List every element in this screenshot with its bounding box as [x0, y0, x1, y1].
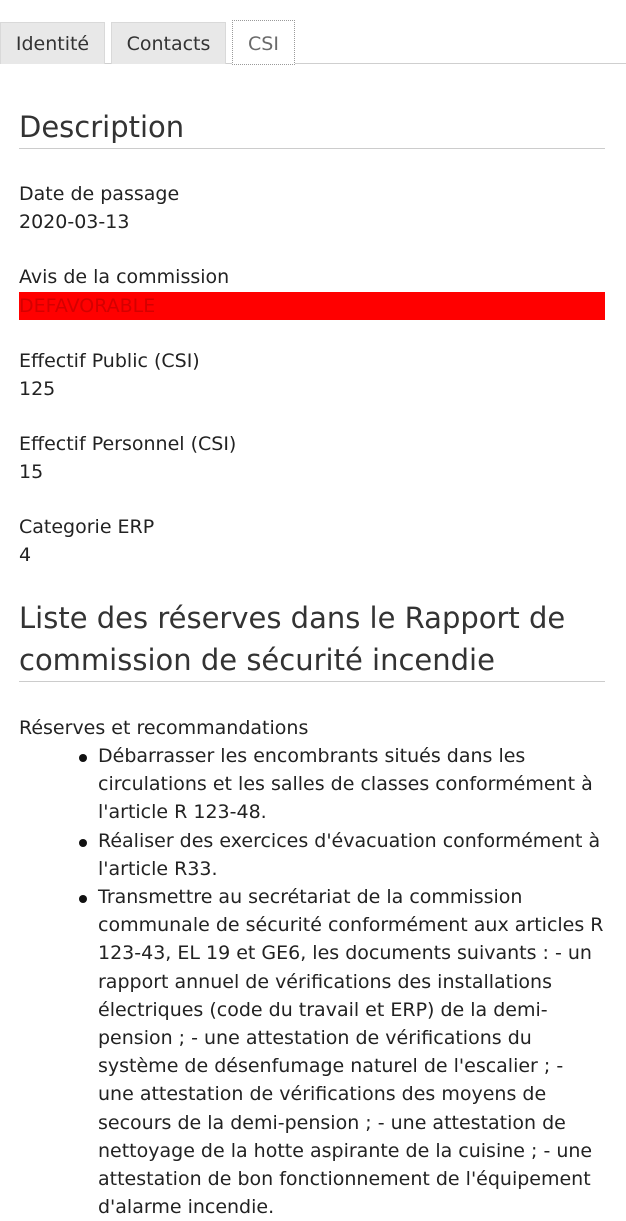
- description-heading: Description: [19, 108, 605, 149]
- tab-csi[interactable]: CSI: [232, 20, 295, 65]
- avis-commission-label: Avis de la commission: [19, 266, 230, 288]
- bullet-icon: [79, 895, 87, 903]
- tab-bar: [0, 0, 626, 64]
- categorie-erp-label: Categorie ERP: [19, 516, 155, 538]
- list-item: [19, 883, 605, 1221]
- date-passage-value: 2020-03-13: [19, 211, 130, 233]
- effectif-personnel-value: 15: [19, 461, 44, 483]
- categorie-erp-value: 4: [19, 544, 32, 566]
- bullet-icon: [79, 839, 87, 847]
- list-item: [19, 742, 605, 827]
- effectif-public-label: Effectif Public (CSI): [19, 350, 200, 372]
- tab-identite[interactable]: Identité: [0, 22, 105, 64]
- date-passage-label: Date de passage: [19, 183, 180, 205]
- bullet-icon: [79, 754, 87, 762]
- effectif-personnel-label: Effectif Personnel (CSI): [19, 433, 237, 455]
- avis-commission-badge: DEFAVORABLE: [19, 292, 605, 320]
- effectif-public-value: 125: [19, 378, 56, 400]
- reserves-list: [19, 742, 605, 1221]
- list-item: [19, 827, 605, 883]
- list-item-text: Transmettre au secrétariat de la commission communale de sécurité conformément aux articles R 123-43, EL 19 et GE6, les documents suivants : - un rapport annuel de vérifications des installations électriques (code du travail et ERP) de la demi-pension ; - une attestation de vérifications du système de désenfumage naturel de l'escalier ; - une attestation de vérifications des moyens de secours de la demi-pension ; - une attestation de nettoyage de la hotte aspirante de la cuisine ; - une attestation de bon fonctionnement de l'équipement d'alarme incendie.: [98, 886, 604, 1219]
- tab-contacts[interactable]: Contacts: [111, 22, 226, 64]
- list-item-text: Réaliser des exercices d'évacuation conformément à l'article R33.: [98, 829, 601, 880]
- reserves-caption: Réserves et recommandations: [19, 717, 309, 739]
- list-item-text: Débarrasser les encombrants situés dans les circulations et les salles de classes conformément à l'article R 123-48.: [98, 745, 593, 824]
- reserves-heading: Liste des réserves dans le Rapport de commission de sécurité incendie: [19, 597, 605, 682]
